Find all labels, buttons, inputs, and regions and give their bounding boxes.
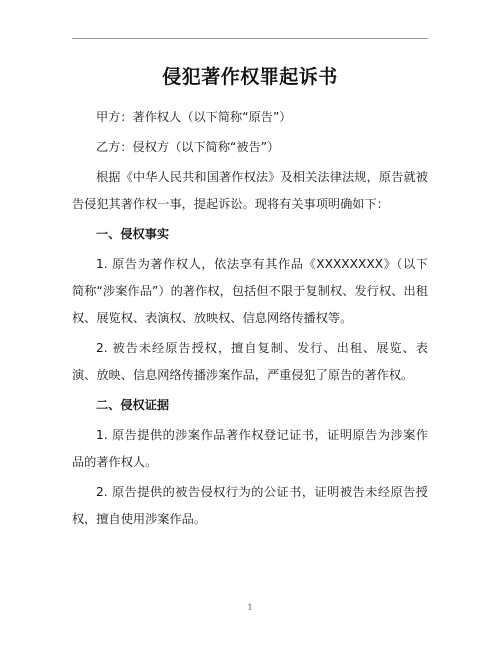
evidence-paragraph-1: 1. 原告提供的涉案作品著作权登记证书，证明原告为涉案作品的著作权人。 <box>72 428 428 469</box>
section-heading-infringement-evidence: 二、侵权证据 <box>96 398 170 412</box>
party-a-line: 甲方：著作权人（以下简称“原告”） <box>96 110 292 124</box>
intro-paragraph: 根据《中华人民共和国著作权法》及相关法律法规，原告就被告侵犯其著作权一事，提起诉讼。现将有关事项明确如下： <box>72 170 428 211</box>
fact-paragraph-1: 1. 原告为著作权人，依法享有其作品《XXXXXXXX》（以下简称“涉案作品”）的著作权，包括但不限于复制权、发行权、出租权、展览权、表演权、放映权、信息网络传播权等。 <box>72 257 428 325</box>
party-b-line: 乙方：侵权方（以下简称“被告”） <box>96 140 280 154</box>
header-divider <box>72 38 428 39</box>
document-body <box>72 104 428 536</box>
fact-paragraph-2: 2. 被告未经原告授权，擅自复制、发行、出租、展览、表演、放映、信息网络传播涉案作品，严重侵犯了原告的著作权。 <box>72 341 428 382</box>
document-title: 侵犯著作权罪起诉书 <box>162 66 338 88</box>
section-heading-infringement-facts: 一、侵权事实 <box>96 227 170 241</box>
page-number: 1 <box>247 603 253 612</box>
evidence-paragraph-2: 2. 原告提供的被告侵权行为的公证书，证明被告未经原告授权，擅自使用涉案作品。 <box>72 485 428 526</box>
